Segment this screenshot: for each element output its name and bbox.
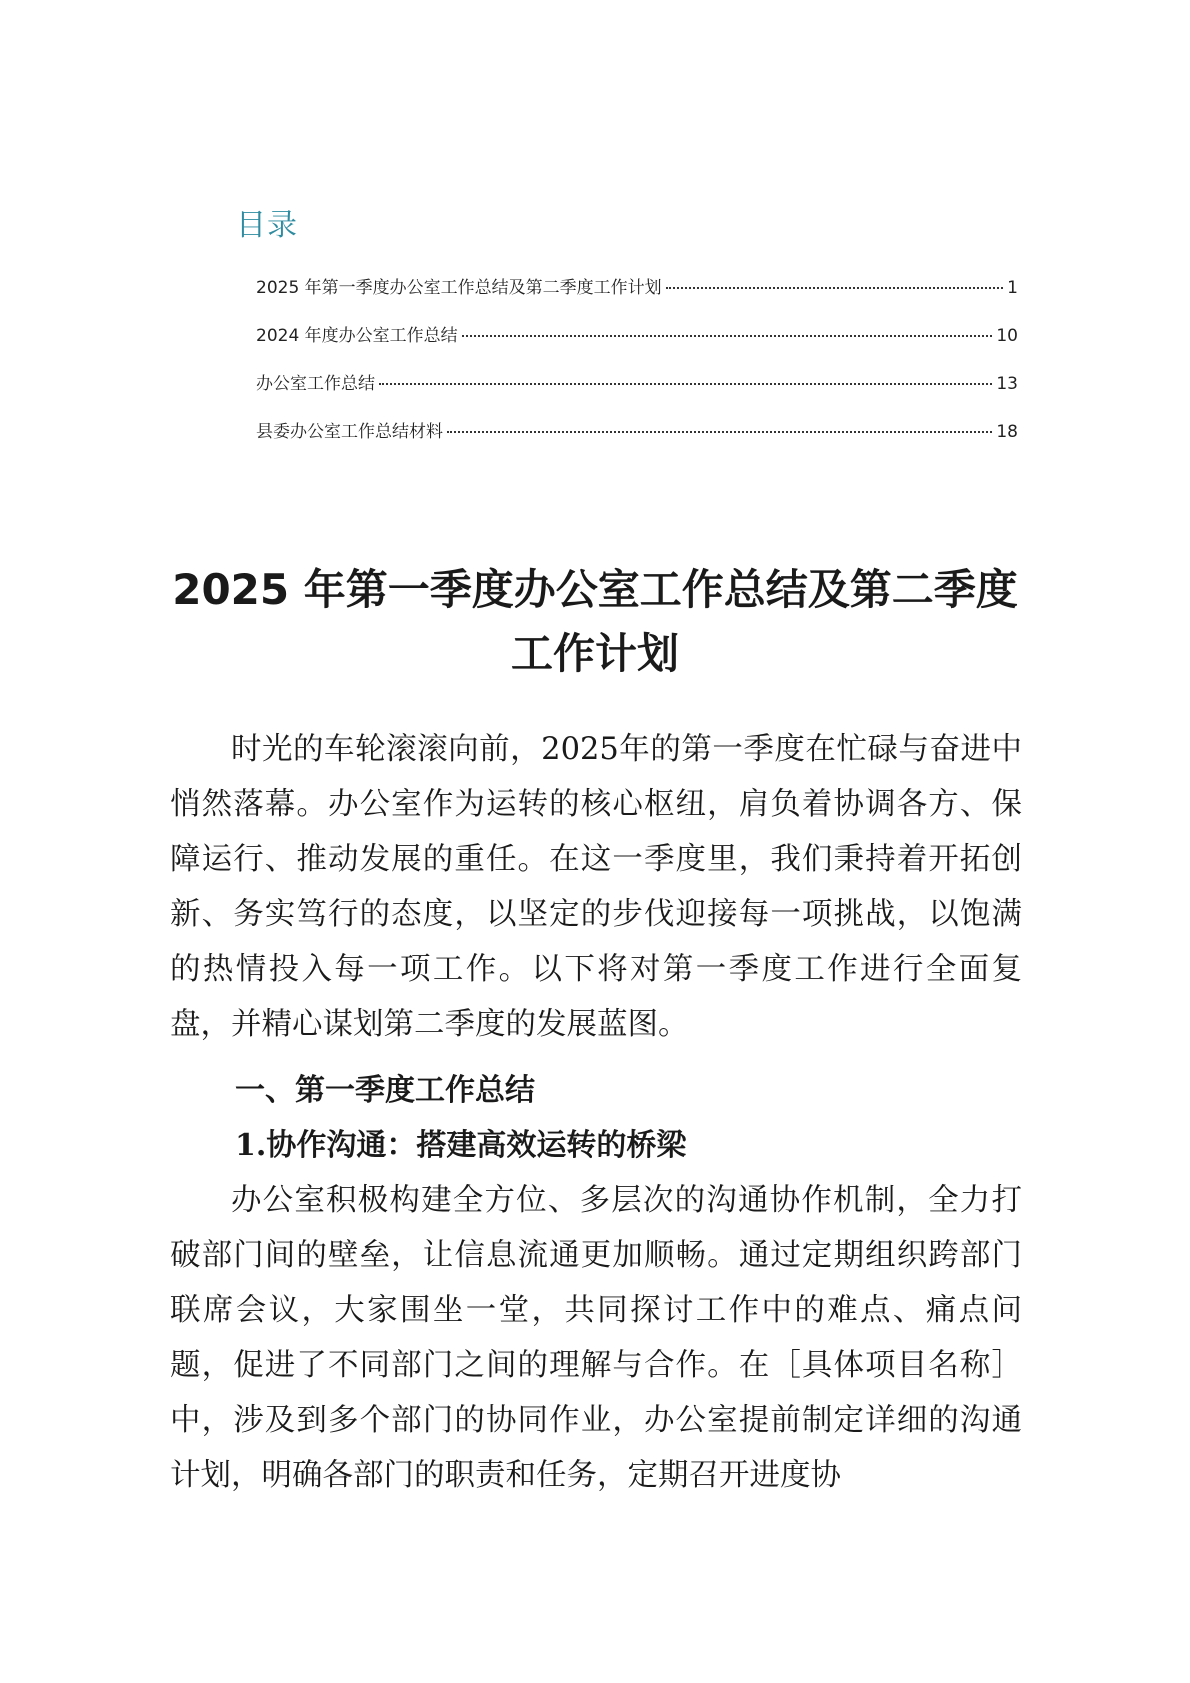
toc-entry[interactable]	[256, 321, 1018, 369]
toc-entry-page: 13	[996, 374, 1018, 394]
section-heading: 一、第一季度工作总结	[235, 1073, 535, 1108]
subsection-heading: 1.协作沟通：搭建高效运转的桥梁	[235, 1128, 687, 1163]
table-of-contents	[256, 273, 1018, 465]
intro-paragraph: 时光的车轮滚滚向前，2025年的第一季度在忙碌与奋进中悄然落幕。办公室作为运转的核心枢纽，肩负着协调各方、保障运行、推动发展的重任。在这一季度里，我们秉持着开拓创新、务实笃行的态度，以坚定的步伐迎接每一项挑战，以饱满的热情投入每一项工作。以下将对第一季度工作进行全面复盘，并精心谋划第二季度的发展蓝图。	[170, 732, 1022, 1042]
toc-entry[interactable]	[256, 369, 1018, 417]
toc-dot-leader	[462, 335, 993, 337]
toc-entry-page: 1	[1007, 278, 1018, 298]
toc-entry-page: 10	[996, 326, 1018, 346]
body-paragraph: 办公室积极构建全方位、多层次的沟通协作机制，全力打破部门间的壁垒，让信息流通更加顺畅。通过定期组织跨部门联席会议，大家围坐一堂，共同探讨工作中的难点、痛点问题，促进了不同部门之间的理解与合作。在［具体项目名称］中，涉及到多个部门的协同作业，办公室提前制定详细的沟通计划，明确各部门的职责和任务，定期召开进度协	[170, 1183, 1022, 1493]
toc-heading: 目录	[236, 208, 298, 243]
toc-entry-page: 18	[996, 422, 1018, 442]
toc-entry-title: 2024 年度办公室工作总结	[256, 326, 458, 346]
toc-entry-title: 办公室工作总结	[256, 374, 375, 394]
document-title: 2025 年第一季度办公室工作总结及第二季度工作计划	[172, 565, 1018, 679]
toc-dot-leader	[379, 383, 992, 385]
toc-entry-title: 县委办公室工作总结材料	[256, 422, 443, 442]
toc-entry[interactable]	[256, 273, 1018, 321]
toc-entry[interactable]	[256, 417, 1018, 465]
toc-dot-leader	[447, 431, 992, 433]
toc-dot-leader	[666, 287, 1004, 289]
toc-entry-title: 2025 年第一季度办公室工作总结及第二季度工作计划	[256, 278, 662, 298]
